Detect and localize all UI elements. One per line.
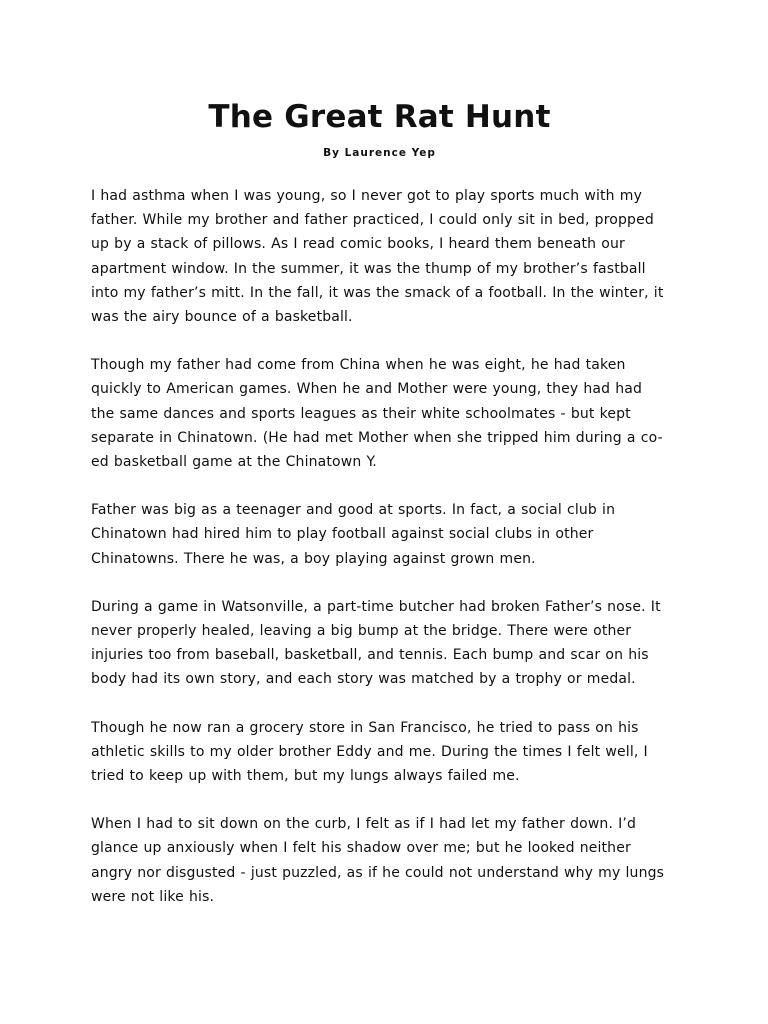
document-title: The Great Rat Hunt	[208, 99, 551, 135]
story-body	[91, 184, 668, 909]
paragraph: Though he now ran a grocery store in San Francisco, he tried to pass on his athletic skills to my older brother Eddy and me. During the times I felt well, I tried to keep up with them, but my lungs always failed me.	[91, 719, 648, 785]
author-byline: By Laurence Yep	[323, 147, 436, 159]
paragraph: Though my father had come from China when he was eight, he had taken quickly to American games. When he and Mother were young, they had had the same dances and sports leagues as their white schoolmates - but kept separate in Chinatown. (He had met Mother when she tripped him during a co-ed basketball game at the Chinatown Y.	[91, 357, 663, 471]
paragraph: During a game in Watsonville, a part-time butcher had broken Father’s nose. It never properly healed, leaving a big bump at the bridge. There were other injuries too from baseball, basketball, and tennis. Each bump and scar on his body had its own story, and each story was matched by a trophy or medal.	[91, 598, 661, 688]
paragraph: When I had to sit down on the curb, I felt as if I had let my father down. I’d glance up anxiously when I felt his shadow over me; but he looked neither angry nor disgusted - just puzzled, as if he could not understand why my lungs were not like his.	[91, 816, 665, 905]
paragraph: I had asthma when I was young, so I never got to play sports much with my father. While my brother and father practiced, I could only sit in bed, propped up by a stack of pillows. As I read comic books, I heard them beneath our apartment window. In the summer, it was the thump of my brother’s fastball into my father’s mitt. In the fall, it was the smack of a football. In the winter, it was the airy bounce of a basketball.	[91, 188, 664, 326]
paragraph: Father was big as a teenager and good at sports. In fact, a social club in Chinatown had hired him to play football against social clubs in other Chinatowns. There he was, a boy playing against grown men.	[91, 502, 616, 567]
